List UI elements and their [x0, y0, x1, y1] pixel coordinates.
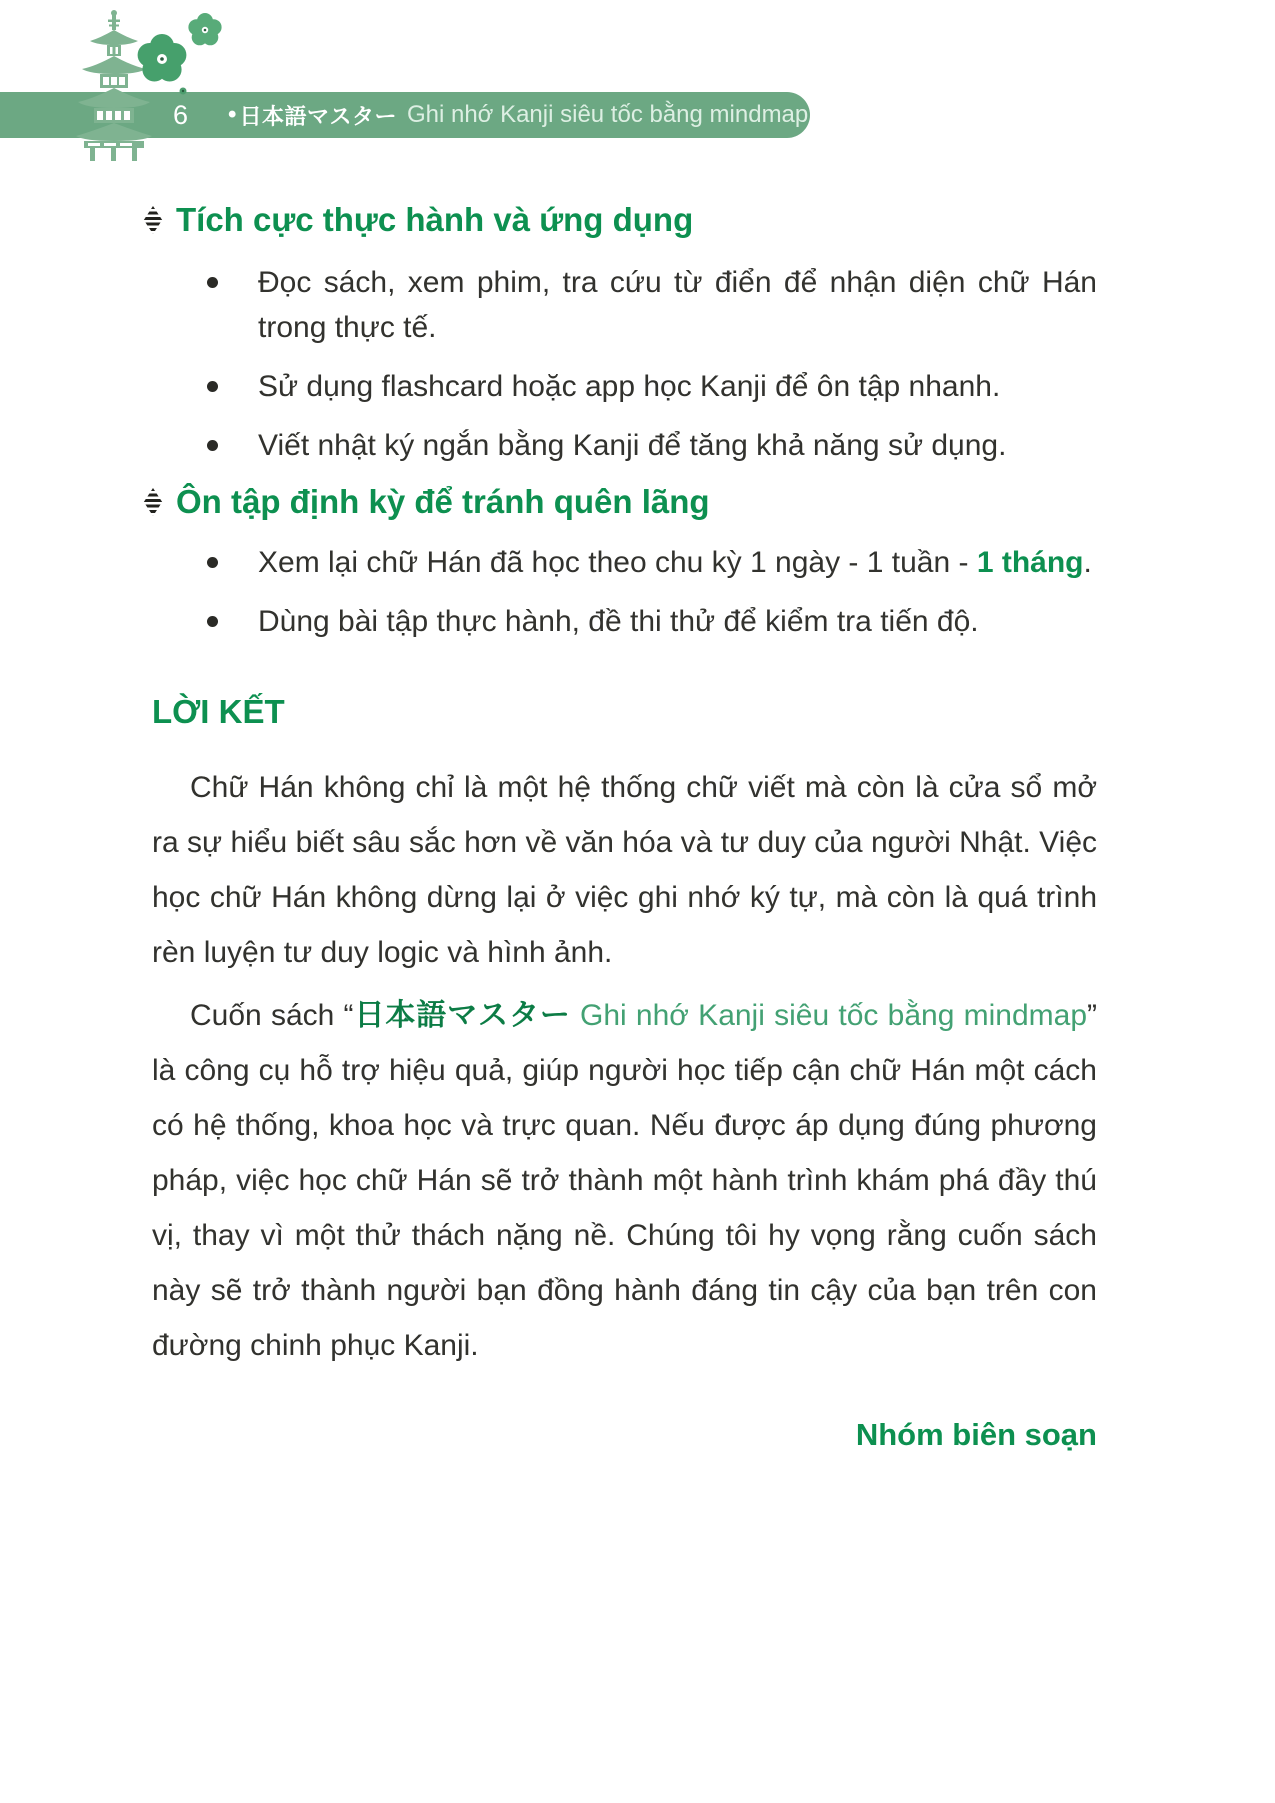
authors-signature: Nhóm biên soạn	[855, 1417, 1097, 1452]
header-title-japanese: 日本語マスター	[239, 103, 397, 129]
flower-icon	[138, 34, 187, 82]
flower-icon-small	[188, 13, 221, 45]
section-heading-text: Tích cực thực hành và ứng dụng	[176, 201, 694, 238]
page-content	[152, 0, 1097, 1453]
conclusion-paragraph-1: Chữ Hán không chỉ là một hệ thống chữ viết mà còn là cửa sổ mở ra sự hiểu biết sâu sắc hơn về văn hóa và tư duy của người Nhật. Việc học chữ Hán không dừng lại ở việc ghi nhớ ký tự, mà còn là quá trình rèn luyện tư duy logic và hình ảnh.	[152, 771, 1097, 969]
spinning-top-bullet-icon	[143, 488, 163, 516]
section-heading-text: Ôn tập định kỳ để tránh quên lãng	[176, 483, 710, 520]
section-heading-review	[143, 482, 1097, 522]
page-number: 6	[173, 99, 189, 130]
spinning-top-bullet-icon	[143, 206, 163, 234]
bullet-list-review	[152, 540, 1097, 644]
header-bullet: •	[228, 101, 237, 128]
book-title-vietnamese: Ghi nhớ Kanji siêu tốc bằng mindmap	[570, 999, 1087, 1032]
list-item: Đọc sách, xem phim, tra cứu từ điển để nhận diện chữ Hán trong thực tế.	[152, 260, 1097, 350]
flower-bud-icon	[180, 88, 187, 95]
list-item: Viết nhật ký ngắn bằng Kanji để tăng khả năng sử dụng.	[152, 423, 1097, 468]
pagoda-flowers-illustration	[50, 6, 250, 161]
paragraph-text: ” là công cụ hỗ trợ hiệu quả, giúp người học tiếp cận chữ Hán một cách có hệ thống, khoa học và trực quan. Nếu được áp dụng đúng phương pháp, việc học chữ Hán sẽ trở thành một hành trình khám phá đầy thú vị, thay vì một thử thách nặng nề. Chúng tôi hy vọng rằng cuốn sách này sẽ trở thành người bạn đồng hành đáng tin cậy của bạn trên con đường chinh phục Kanji.	[152, 999, 1097, 1362]
list-item-text: .	[1083, 546, 1092, 579]
list-item: Dùng bài tập thực hành, đề thi thử để kiểm tra tiến độ.	[152, 599, 1097, 644]
header-title-vietnamese: Ghi nhớ Kanji siêu tốc bằng mindmap	[406, 101, 809, 128]
list-item: Sử dụng flashcard hoặc app học Kanji để ôn tập nhanh.	[152, 364, 1097, 409]
highlighted-text: 1 tháng	[976, 546, 1084, 579]
paragraph-text: Cuốn sách “	[190, 999, 354, 1032]
list-item	[152, 540, 1097, 585]
conclusion-heading: LỜI KẾT	[152, 693, 285, 730]
bullet-list-practice	[152, 260, 1097, 468]
book-title-japanese: 日本語マスター	[353, 999, 571, 1032]
pagoda-icon	[76, 10, 152, 161]
list-item-text: Xem lại chữ Hán đã học theo chu kỳ 1 ngày - 1 tuần -	[258, 546, 977, 579]
conclusion-paragraph-2	[152, 988, 1097, 1373]
section-heading-practice	[143, 200, 1097, 240]
